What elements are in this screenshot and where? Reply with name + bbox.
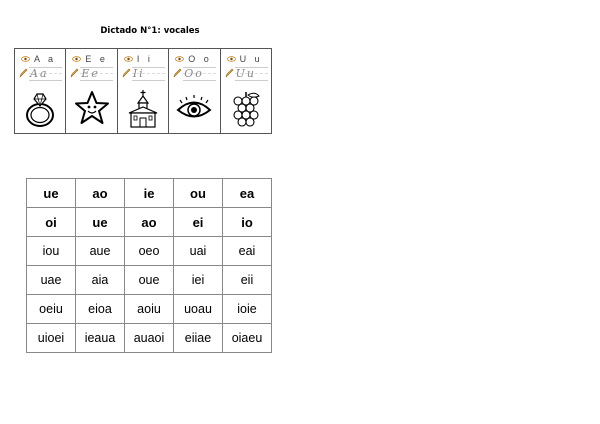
- star-icon: [73, 89, 111, 129]
- table-row: [27, 179, 272, 208]
- eye-small-icon: [72, 56, 81, 62]
- table-cell: oue: [125, 266, 174, 295]
- dictation-table: [26, 178, 272, 353]
- table-row: [27, 237, 272, 266]
- vowel-cursive-letters: Aa: [30, 66, 49, 80]
- table-cell: uioei: [27, 324, 76, 353]
- table-cell: ao: [125, 208, 174, 237]
- church-icon: [124, 89, 162, 129]
- table-row: [27, 295, 272, 324]
- table-cell: eiiae: [174, 324, 223, 353]
- vowel-card-a: [15, 49, 66, 133]
- vowel-cursive-letters: Oo: [184, 66, 204, 80]
- table-cell: ue: [27, 179, 76, 208]
- vowel-print-letters: O o: [188, 54, 212, 64]
- pencil-icon: [70, 68, 79, 78]
- table-cell: eioa: [76, 295, 125, 324]
- table-cell: uae: [27, 266, 76, 295]
- vowel-print-letters: I i: [136, 54, 153, 64]
- vowel-cursive-letters: Ee: [81, 66, 100, 80]
- table-cell: io: [223, 208, 272, 237]
- eye-small-icon: [21, 56, 30, 62]
- table-cell: iou: [27, 237, 76, 266]
- table-row: [27, 266, 272, 295]
- vowel-print-letters: A a: [34, 54, 57, 64]
- table-cell: uoau: [174, 295, 223, 324]
- vowel-card-i: [118, 49, 169, 133]
- table-cell: ioie: [223, 295, 272, 324]
- table-cell: auaoi: [125, 324, 174, 353]
- pencil-icon: [173, 68, 182, 78]
- table-cell: oi: [27, 208, 76, 237]
- vowel-strip: [14, 48, 272, 134]
- vowel-card-e: [66, 49, 117, 133]
- table-cell: ei: [174, 208, 223, 237]
- vowel-print-letters: U u: [239, 54, 263, 64]
- table-row: [27, 208, 272, 237]
- table-cell: oiaeu: [223, 324, 272, 353]
- vowel-card-u: [221, 49, 271, 133]
- table-cell: uai: [174, 237, 223, 266]
- table-cell: eai: [223, 237, 272, 266]
- table-cell: ea: [223, 179, 272, 208]
- vowel-print-letters: E e: [85, 54, 108, 64]
- table-cell: ue: [76, 208, 125, 237]
- eye-small-icon: [227, 56, 236, 62]
- table-cell: ao: [76, 179, 125, 208]
- table-cell: ie: [125, 179, 174, 208]
- eye-icon: [175, 89, 213, 129]
- table-row: [27, 324, 272, 353]
- pencil-icon: [122, 68, 131, 78]
- table-cell: eii: [223, 266, 272, 295]
- pencil-icon: [225, 68, 234, 78]
- pencil-icon: [19, 68, 28, 78]
- vowel-cursive-letters: Ii: [132, 66, 145, 80]
- vowel-card-o: [169, 49, 220, 133]
- ring-icon: [21, 89, 59, 129]
- page-title: Dictado N°1: vocales: [100, 26, 200, 36]
- table-cell: aoiu: [125, 295, 174, 324]
- table-cell: oeiu: [27, 295, 76, 324]
- eye-small-icon: [175, 56, 184, 62]
- table-cell: ou: [174, 179, 223, 208]
- table-cell: oeo: [125, 237, 174, 266]
- eye-small-icon: [124, 56, 133, 62]
- table-cell: aue: [76, 237, 125, 266]
- table-cell: aia: [76, 266, 125, 295]
- table-cell: iei: [174, 266, 223, 295]
- grapes-icon: [227, 89, 265, 129]
- table-cell: ieaua: [76, 324, 125, 353]
- vowel-cursive-letters: Uu: [235, 66, 256, 80]
